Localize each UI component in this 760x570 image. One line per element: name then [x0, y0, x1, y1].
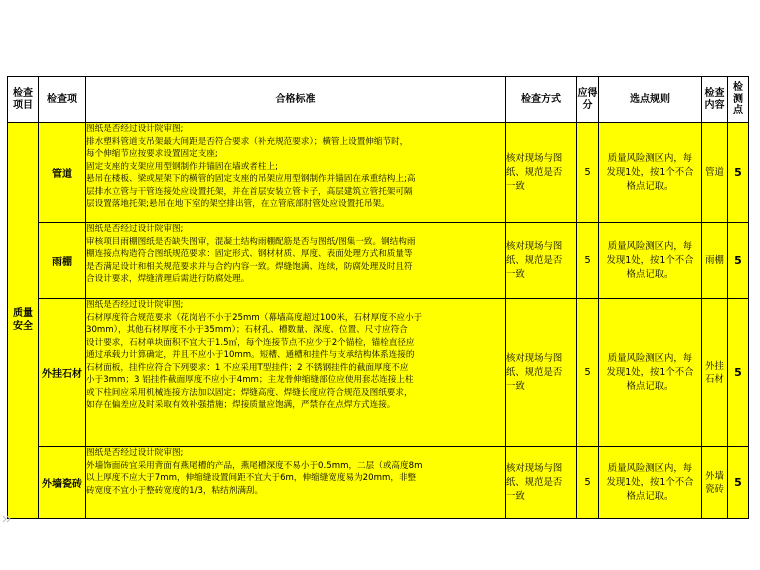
row-points: 5: [728, 447, 749, 519]
row-item: 管道: [39, 123, 86, 223]
inspection-table: [7, 76, 749, 519]
row-standard: 图纸是否经过设计院审图; 石材厚度符合规范要求（花岗岩不小于25mm（幕墙高度超过100米，石材厚度不应小于 30mm），其他石材厚度不小于35mm）；石材孔、槽数量、深度、位置、尺寸应符合 设计要求，石材单块面积不宜大于1.5㎡，每个连接节点不应少于2个锚栓，锚栓直径应 通过承载力计算确定，并且不应小于10mm。短槽、通槽和挂件与支承结构体系连接的 石材面板，挂件应符合下列要求：1 不应采用T型挂件；2 不锈钢挂件的截面厚度不应 小于3mm；3 铝挂件截面厚度不应小于4mm；主龙骨伸缩缝部位应使用套芯连接上柱 或下柱间应采用机械连接方法加以固定；焊缝高度、焊缝长度应符合规范及图纸要求， 如存在偏差应及时采取有效补强措施；焊接质量应饱满，严禁存在点焊方式连接。: [86, 299, 506, 447]
row-rule: 质量风险测区内，每 发现1处，按1个不合 格点记取。: [599, 123, 702, 223]
table-row-stone-cladding: [8, 299, 749, 447]
table-row-wall-tile: [8, 447, 749, 519]
row-method: 核对现场与图 纸、规范是否 一致: [506, 123, 577, 223]
row-content: 外墙 瓷砖: [702, 447, 728, 519]
header-standard: 合格标准: [86, 77, 506, 123]
page-corner-mark-icon: [2, 515, 11, 523]
row-score: 5: [577, 299, 599, 447]
header-method: 检查方式: [506, 77, 577, 123]
row-item: 外墙瓷砖: [39, 447, 86, 519]
header-points: 检 测 点: [728, 77, 749, 123]
row-rule: 质量风险测区内，每 发现1处，按1个不合 格点记取。: [599, 223, 702, 299]
row-method: 核对现场与图 纸、规范是否 一致: [506, 447, 577, 519]
header-rule: 选点规则: [599, 77, 702, 123]
row-points: 5: [728, 123, 749, 223]
header-category: 检查 项目: [8, 77, 39, 123]
row-standard: 图纸是否经过设计院审图; 外墙饰面砖宜采用背面有燕尾槽的产品，燕尾槽深度不易小于0.5mm，二层（或高度8m 以上厚度不应大于7mm，伸缩缝设置间距不宜大于6m，伸缩缝宽度易为20mm，非整 砖宽度不宜小于整砖宽度的1/3，粘结剂满刮。: [86, 447, 506, 519]
row-item: 外挂石材: [39, 299, 86, 447]
row-rule: 质量风险测区内，每 发现1处，按1个不合 格点记取。: [599, 447, 702, 519]
row-score: 5: [577, 223, 599, 299]
row-content: 雨棚: [702, 223, 728, 299]
row-standard: 图纸是否经过设计院审图; 排水塑料管道支吊架最大间距是否符合要求（补充规范要求）；横管上设置伸缩节时， 每个伸缩节应按要求设置固定支座; 固定支座的支架应用型钢制作并锚固在墙或者柱上; 悬吊在楼板、梁或屋架下的横管的固定支座的吊架应用型钢制作并锚固在承重结构上;高 层排水立管与干管连接处应设置托架，并在首层安装立管卡子，高层建筑立管托架可隔 层设置落地托架;悬吊在地下室的架空排出管，在立管底部肘管处应设置托吊架。: [86, 123, 506, 223]
row-content: 外挂 石材: [702, 299, 728, 447]
header-item: 检查项: [39, 77, 86, 123]
row-method: 核对现场与图 纸、规范是否 一致: [506, 223, 577, 299]
header-content: 检查 内容: [702, 77, 728, 123]
header-score: 应得 分: [577, 77, 599, 123]
row-standard: 图纸是否经过设计院审图; 审核项目雨棚图纸是否缺失图审，混凝土结构雨棚配筋是否与图纸/图集一致。钢结构雨 棚连接点构造符合图纸规范要求：固定形式、钢材材质、厚度、表面处理方式和质量等 是否满足设计和相关规范要求并与合约内容一致。焊缝饱满、连续，防腐处理及时且符 合设计要求，焊缝清理后需进行防腐处理。: [86, 223, 506, 299]
row-score: 5: [577, 447, 599, 519]
row-points: 5: [728, 299, 749, 447]
table-row-canopy: [8, 223, 749, 299]
row-item: 雨棚: [39, 223, 86, 299]
row-method: 核对现场与图 纸、规范是否 一致: [506, 299, 577, 447]
row-rule: 质量风险测区内，每 发现1处，按1个不合 格点记取。: [599, 299, 702, 447]
row-content: 管道: [702, 123, 728, 223]
row-points: 5: [728, 223, 749, 299]
table-row-pipe: [8, 123, 749, 223]
header-row: [8, 77, 749, 123]
category-cell: 质量 安全: [8, 123, 39, 519]
row-score: 5: [577, 123, 599, 223]
